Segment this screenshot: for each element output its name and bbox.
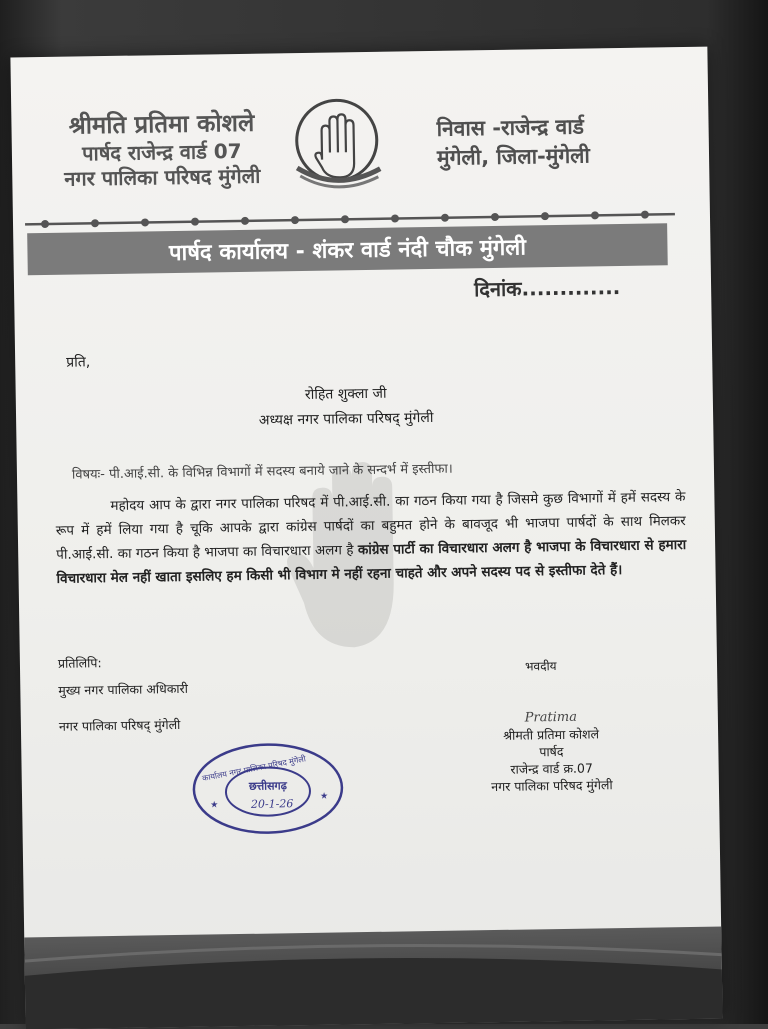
addressee-name: रोहित शुक्ला जी — [304, 385, 387, 403]
handwritten-signature: Pratima — [524, 709, 578, 726]
office-seal-stamp — [189, 740, 346, 836]
signer-council: नगर पालिका परिषद मुंगेली — [491, 777, 613, 795]
svg-text:★: ★ — [210, 800, 219, 811]
congress-hand-logo — [291, 97, 382, 193]
seal-ring-text: कार्यालय नगर पालिका परिषद मुंगेली — [201, 754, 307, 784]
letterhead-right — [436, 111, 667, 173]
copy-recipient-2: नगर पालिका परिषद् मुंगेली — [58, 716, 181, 734]
councillor-name: श्रीमति प्रतिमा कोशले — [68, 108, 255, 140]
seal-date: 20-1-26 — [250, 797, 294, 811]
to-label: प्रति, — [66, 354, 91, 371]
letter-page — [10, 47, 722, 1029]
council-line: नगर पालिका परिषद मुंगेली — [64, 163, 261, 191]
body-part-2: कांग्रेस पार्टी का विचारधारा अलग है भाजपा के विचारधारा से हमारा विचारधारा मेल नहीं खाता इसलिए हम किसी भी विभाग मे नहीं रहना चाहते और अपने सदस्य पद से इस्तीफा देते हैं। — [56, 536, 687, 587]
letter-body — [55, 485, 686, 591]
ward-line: पार्षद राजेन्द्र वार्ड 07 — [82, 138, 242, 166]
copy-label: प्रतिलिपि: — [57, 655, 102, 671]
signer-role: पार्षद — [539, 743, 564, 760]
svg-text:★: ★ — [319, 791, 329, 802]
signature-block — [451, 708, 652, 796]
footer-band — [10, 926, 722, 1029]
residence-line-1: निवास -राजेन्द्र वार्ड — [436, 114, 585, 141]
seal-state: छत्तीसगढ़ — [248, 779, 287, 793]
addressee-title: अध्यक्ष नगर पालिका परिषद् मुंगेली — [258, 409, 434, 429]
subject-line: विषयः- पी.आई.सी. के विभिन्न विभागों में सदस्य बनाये जाने के सन्दर्भ में इस्तीफा। — [71, 461, 453, 483]
office-address-band: पार्षद कार्यालय - शंकर वार्ड नंदी चौक मुंगेली — [27, 223, 668, 275]
signer-ward: राजेन्द्र वार्ड क्र.07 — [510, 760, 593, 777]
letterhead-left — [26, 105, 297, 192]
residence-line-2: मुंगेली, जिला-मुंगेली — [436, 143, 591, 170]
closing: भवदीय — [524, 659, 557, 674]
date-field: दिनांक............. — [473, 274, 621, 302]
copy-recipient-1: मुख्य नगर पालिका अधिकारी — [58, 680, 189, 698]
body-part-1: महोदय आप के द्वारा नगर पालिका परिषद में पी.आई.सी. का गठन किया गया है जिसमे कुछ विभागों में हमें सदस्य के रूप में हमें लिया गया है चूकि आपके द्वारा कांग्रेस पार्षदों का बहुमत होने के बावजूद भी भाजपा पार्षदों के साथ मिलकर पी.आई.सी. का गठन किया है भाजपा का विचारधारा अलग है — [55, 488, 686, 563]
signer-name: श्रीमती प्रतिमा कोशले — [503, 726, 600, 743]
